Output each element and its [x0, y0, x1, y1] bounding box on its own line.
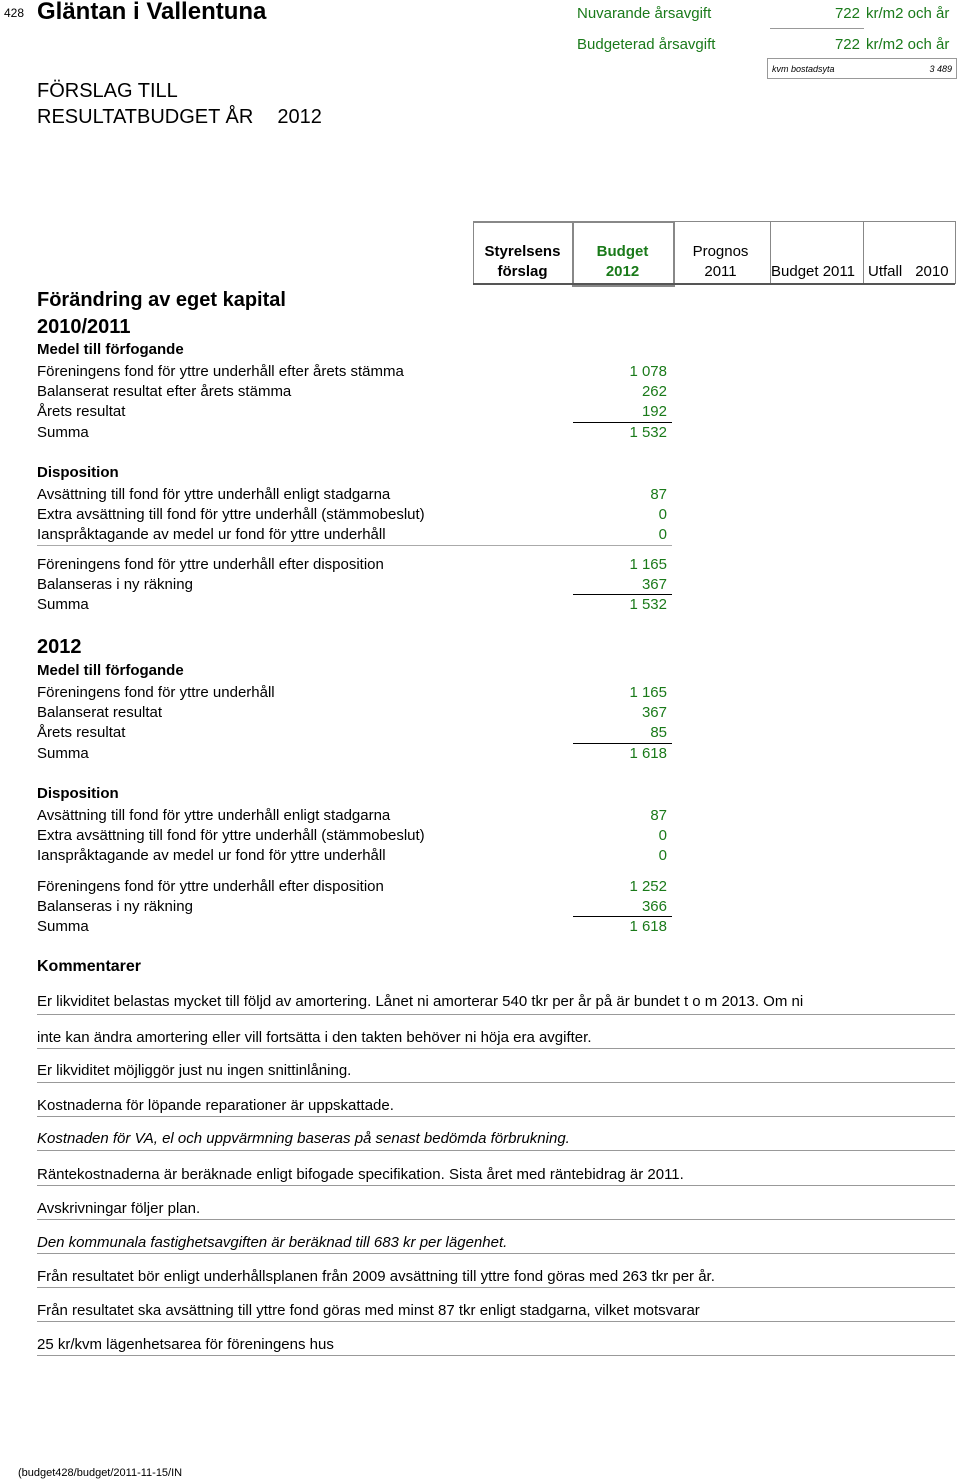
table-row: Balanseras i ny räkning 366	[37, 898, 667, 915]
table-row: Summa 1 618	[37, 918, 667, 935]
comment-line: Räntekostnaderna är beräknade enligt bifogade specifikation. Sista året med räntebidrag är 2011.	[37, 1166, 684, 1183]
table-row: Årets resultat 85	[37, 724, 667, 741]
table-row: Föreningens fond för yttre underhåll 1 165	[37, 684, 667, 701]
comment-line: Kostnaden för VA, el och uppvärmning baseras på senast bedömda förbrukning.	[37, 1130, 570, 1147]
budgeted-fee-label: Budgeterad årsavgift	[577, 36, 716, 53]
col-prognos-line1: Prognos	[692, 243, 749, 260]
heading-line1: FÖRSLAG TILL	[37, 80, 178, 102]
current-fee-value: 722	[834, 5, 860, 22]
comment-line: Från resultatet bör enligt underhållsplanen från 2009 avsättning till yttre fond göras med 263 tkr per år.	[37, 1268, 715, 1285]
page-number: 428	[4, 6, 25, 20]
comment-line: inte kan ändra amortering eller vill fortsätta i den takten behöver ni höja era avgifter.	[37, 1029, 592, 1046]
heading-year: 2012	[277, 106, 322, 128]
comment-line: Från resultatet ska avsättning till yttre fond göras med minst 87 tkr enligt stadgarna, vilket motsvarar	[37, 1302, 700, 1319]
association-title: Gläntan i Vallentuna	[37, 0, 267, 25]
table-row: Föreningens fond för yttre underhåll efter disposition 1 252	[37, 878, 667, 895]
table-row: Summa 1 532	[37, 424, 667, 441]
comment-line: Kostnaderna för löpande reparationer är uppskattade.	[37, 1097, 394, 1114]
section1-period: 2010/2011	[37, 316, 131, 338]
comment-line: 25 kr/kvm lägenhetsarea för föreningens hus	[37, 1336, 334, 1353]
comment-line: Den kommunala fastighetsavgiften är beräknad till 683 kr per lägenhet.	[37, 1234, 508, 1251]
current-fee-label: Nuvarande årsavgift	[577, 5, 712, 22]
footer-reference: (budget428/budget/2011-11-15/IN	[18, 1467, 183, 1479]
table-row: Extra avsättning till fond för yttre underhåll (stämmobeslut) 0	[37, 827, 667, 844]
table-row: Avsättning till fond för yttre underhåll enligt stadgarna 87	[37, 807, 667, 824]
section2-disposition-heading: Disposition	[37, 785, 119, 802]
table-row: Balanserat resultat efter årets stämma 262	[37, 383, 667, 400]
col-budget-line2: 2012	[605, 263, 640, 280]
table-row: Ianspråktagande av medel ur fond för yttre underhåll 0	[37, 526, 667, 543]
table-row: Extra avsättning till fond för yttre underhåll (stämmobeslut) 0	[37, 506, 667, 523]
table-row: Avsättning till fond för yttre underhåll enligt stadgarna 87	[37, 486, 667, 503]
col-budget-2011: Budget 2011	[771, 263, 855, 280]
budgeted-fee-value: 722	[834, 36, 860, 53]
heading-line2: RESULTATBUDGET ÅR 2012	[37, 106, 322, 128]
table-row: Ianspråktagande av medel ur fond för yttre underhåll 0	[37, 847, 667, 864]
budgeted-fee-unit: kr/m2 och år	[866, 36, 950, 53]
table-row: Balanseras i ny räkning 367	[37, 576, 667, 593]
table-row: Årets resultat 192	[37, 403, 667, 420]
table-row: Föreningens fond för yttre underhåll efter årets stämma 1 078	[37, 363, 667, 380]
section2-year: 2012	[37, 636, 82, 658]
comment-line: Er likviditet möjliggör just nu ingen snittinlåning.	[37, 1062, 352, 1079]
col-prognos-line2: 2011	[704, 263, 737, 280]
current-fee-unit: kr/m2 och år	[866, 5, 950, 22]
table-row: Föreningens fond för yttre underhåll efter disposition 1 165	[37, 556, 667, 573]
section1-disposition-heading: Disposition	[37, 464, 119, 481]
col-utfall: Utfall 2010	[868, 263, 949, 280]
col-styrelsens-line2: förslag	[497, 263, 548, 280]
table-row: Summa 1 532	[37, 596, 667, 613]
section1-title: Förändring av eget kapital	[37, 289, 286, 311]
area-label: kvm bostadsyta	[772, 64, 835, 74]
col-styrelsens-line1: Styrelsens	[484, 243, 561, 260]
col-budget-line1: Budget	[596, 243, 649, 260]
comments-heading: Kommentarer	[37, 958, 142, 975]
section1-available-heading: Medel till förfogande	[37, 341, 184, 358]
comment-line: Er likviditet belastas mycket till följd av amortering. Lånet ni amorterar 540 tkr per år på är bundet t o m 2013. Om ni	[37, 993, 804, 1010]
comment-line: Avskrivningar följer plan.	[37, 1200, 201, 1217]
table-row: Balanserat resultat 367	[37, 704, 667, 721]
section2-available-heading: Medel till förfogande	[37, 662, 184, 679]
table-row: Summa 1 618	[37, 745, 667, 762]
area-value: 3 489	[929, 64, 952, 74]
